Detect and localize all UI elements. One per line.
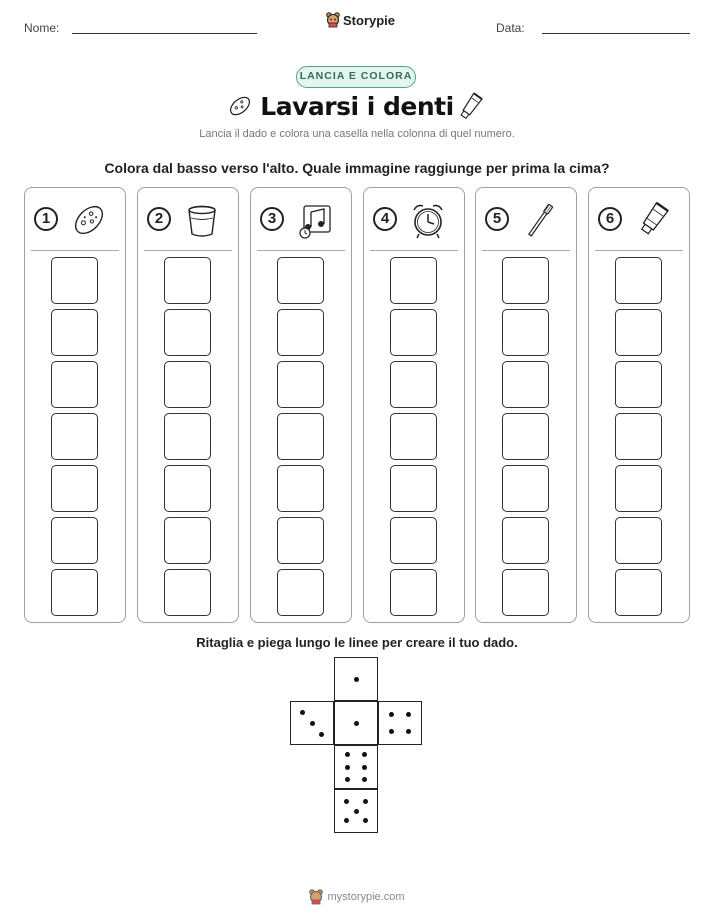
color-box[interactable] xyxy=(277,517,324,564)
cup-icon xyxy=(182,200,222,240)
logo xyxy=(326,12,395,28)
color-box[interactable] xyxy=(615,257,662,304)
color-box[interactable] xyxy=(390,361,437,408)
dice-pip xyxy=(363,818,368,823)
column-6 xyxy=(588,187,690,623)
color-box[interactable] xyxy=(615,309,662,356)
dice-pip xyxy=(362,777,367,782)
column-header xyxy=(251,188,351,250)
instruction: Colora dal basso verso l'alto. Quale immagine raggiunge per prima la cima? xyxy=(104,160,610,176)
column-header xyxy=(25,188,125,250)
color-box[interactable] xyxy=(164,413,211,460)
dice-pip xyxy=(345,765,350,770)
color-box[interactable] xyxy=(502,257,549,304)
color-box[interactable] xyxy=(390,517,437,564)
column-3 xyxy=(250,187,352,623)
color-box[interactable] xyxy=(164,465,211,512)
color-box[interactable] xyxy=(390,309,437,356)
subtitle: Lancia il dado e colora una casella nella colonna di quel numero. xyxy=(199,128,515,140)
color-box[interactable] xyxy=(51,517,98,564)
activity-badge: LANCIA E COLORA xyxy=(296,66,416,88)
toothpaste-icon xyxy=(456,90,486,122)
dice-pip xyxy=(363,799,368,804)
dice-pip xyxy=(389,729,394,734)
color-box[interactable] xyxy=(277,465,324,512)
column-divider xyxy=(257,250,345,251)
column-1 xyxy=(24,187,126,623)
column-divider xyxy=(370,250,458,251)
dice-pip xyxy=(354,721,359,726)
column-number: 1 xyxy=(34,207,58,231)
color-box[interactable] xyxy=(615,361,662,408)
storypie-logo-icon xyxy=(309,889,323,905)
dice-pip xyxy=(389,712,394,717)
dice-face-6 xyxy=(334,745,378,789)
color-box[interactable] xyxy=(51,569,98,616)
column-4 xyxy=(363,187,465,623)
name-label: Nome: xyxy=(24,21,60,35)
page-title: Lavarsi i denti xyxy=(260,92,454,121)
color-box[interactable] xyxy=(502,569,549,616)
color-box[interactable] xyxy=(277,569,324,616)
color-box[interactable] xyxy=(51,361,98,408)
footer-url[interactable]: mystorypie.com xyxy=(327,891,405,903)
dice-pip xyxy=(344,799,349,804)
storypie-logo-icon xyxy=(326,12,340,28)
color-box[interactable] xyxy=(277,257,324,304)
color-box[interactable] xyxy=(502,465,549,512)
date-label: Data: xyxy=(496,21,525,35)
color-box[interactable] xyxy=(51,309,98,356)
dice-pip xyxy=(406,729,411,734)
toothbrush-icon xyxy=(520,200,560,240)
dice-pip xyxy=(362,765,367,770)
column-header xyxy=(364,188,464,250)
column-divider xyxy=(482,250,570,251)
dice-pip xyxy=(354,809,359,814)
color-box[interactable] xyxy=(502,517,549,564)
color-box[interactable] xyxy=(615,517,662,564)
dice-face-5 xyxy=(334,789,378,833)
column-2 xyxy=(137,187,239,623)
dice-pip xyxy=(345,777,350,782)
color-box[interactable] xyxy=(277,309,324,356)
name-line[interactable] xyxy=(72,33,257,34)
color-box[interactable] xyxy=(164,569,211,616)
color-box[interactable] xyxy=(390,465,437,512)
column-5 xyxy=(475,187,577,623)
dice-face-1 xyxy=(334,701,378,745)
color-box[interactable] xyxy=(164,517,211,564)
music-timer-icon xyxy=(295,200,335,240)
column-number: 2 xyxy=(147,207,171,231)
color-box[interactable] xyxy=(277,413,324,460)
color-box[interactable] xyxy=(390,413,437,460)
dice-pip xyxy=(300,710,305,715)
dice-face-4 xyxy=(378,701,422,745)
color-box[interactable] xyxy=(390,257,437,304)
color-box[interactable] xyxy=(164,361,211,408)
column-divider xyxy=(595,250,683,251)
color-box[interactable] xyxy=(615,465,662,512)
color-box[interactable] xyxy=(51,413,98,460)
dice-pip xyxy=(345,752,350,757)
cut-instruction: Ritaglia e piega lungo le linee per creare il tuo dado. xyxy=(196,635,518,650)
color-box[interactable] xyxy=(502,413,549,460)
color-box[interactable] xyxy=(51,465,98,512)
dice-face-1 xyxy=(334,657,378,701)
germ-icon xyxy=(69,200,109,240)
color-box[interactable] xyxy=(164,309,211,356)
dice-pip xyxy=(354,677,359,682)
alarm-clock-icon xyxy=(408,200,448,240)
dice-pip xyxy=(362,752,367,757)
color-box[interactable] xyxy=(502,361,549,408)
dice-pip xyxy=(344,818,349,823)
color-box[interactable] xyxy=(164,257,211,304)
column-number: 6 xyxy=(598,207,622,231)
color-box[interactable] xyxy=(390,569,437,616)
column-divider xyxy=(144,250,232,251)
column-divider xyxy=(31,250,119,251)
footer xyxy=(0,889,714,905)
color-box[interactable] xyxy=(502,309,549,356)
toothpaste-icon xyxy=(633,200,673,240)
column-header xyxy=(138,188,238,250)
dice-pip xyxy=(406,712,411,717)
dice-face-3 xyxy=(290,701,334,745)
dice-pip xyxy=(319,732,324,737)
column-header xyxy=(476,188,576,250)
logo-text: Storypie xyxy=(343,12,396,28)
column-number: 4 xyxy=(373,207,397,231)
date-line[interactable] xyxy=(542,33,690,34)
color-box[interactable] xyxy=(615,569,662,616)
color-box[interactable] xyxy=(51,257,98,304)
column-number: 5 xyxy=(485,207,509,231)
color-box[interactable] xyxy=(615,413,662,460)
color-box[interactable] xyxy=(277,361,324,408)
dice-pip xyxy=(310,721,315,726)
dice-net[interactable] xyxy=(290,657,424,835)
column-number: 3 xyxy=(260,207,284,231)
column-header xyxy=(589,188,689,250)
